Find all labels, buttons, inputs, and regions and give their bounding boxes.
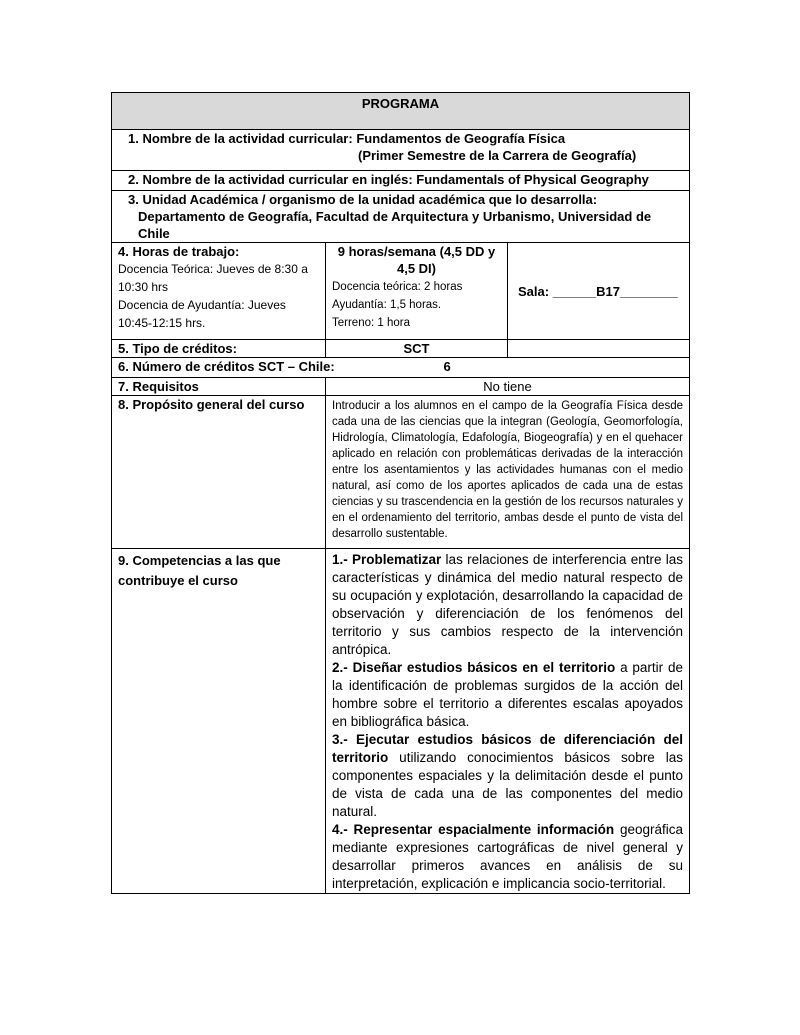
teorica-horas: Docencia teórica: 2 horas [332,281,463,293]
row-item9 [112,549,690,894]
sala-value: ______B17________ [552,283,678,299]
item6-value: 6 [443,359,451,374]
competencia-3: 3.- Ejecutar estudios básicos de diferenciación del territorio utilizando conocimientos básicos sobre las componentes espaciales y la delimitación desde el punto de vista de cada una de las componentes del medio natural. [332,732,683,819]
item3-label: 3. Unidad Académica / organismo de la unidad académica que lo desarrolla: [128,192,598,207]
row-item7 [112,378,690,396]
item7-value: No tiene [326,378,690,396]
horas-semana: 9 horas/semana (4,5 DD y 4,5 DI) [337,244,496,276]
item1-label: 1. Nombre de la actividad curricular: [128,131,353,146]
competencia-1: 1.- Problematizar las relaciones de interferencia entre las características y dinámica del medio natural respecto de su ocupación y explotación, desarrollando la capacidad de observación y diferenciación de los fenómenos del territorio y sus cambios respecto de la intervención antrópica. [332,552,683,657]
row-item6 [112,358,690,378]
item2-label: 2. Nombre de la actividad curricular en inglés: [128,172,413,187]
item2-value: Fundamentals of Physical Geography [416,172,649,187]
row-item1 [112,130,690,171]
row-item8 [112,396,690,549]
docencia-teorica: Docencia Teórica: Jueves de 8:30 a 10:30 hrs [118,262,308,294]
terreno-horas: Terreno: 1 hora [332,317,410,329]
ayudantia-horas: Ayudantía: 1,5 horas. [332,299,442,311]
item1-value: Fundamentos de Geografía Física [356,131,566,146]
item8-label: 8. Propósito general del curso [112,396,326,549]
competencia-2: 2.- Diseñar estudios básicos en el territorio a partir de la identificación de problemas surgidos de la acción del hombre sobre el territorio a diferentes escalas apoyados en bibliográfica básica. [332,660,683,729]
item5-value: SCT [326,340,508,358]
row-item4 [112,243,690,340]
program-header: PROGRAMA [112,93,690,130]
sala-label: Sala: [518,283,550,299]
item4-label: 4. Horas de trabajo: [118,244,240,259]
item5-label: 5. Tipo de créditos: [112,340,326,358]
row-item5 [112,340,690,358]
item1-value2: (Primer Semestre de la Carrera de Geografía) [358,148,637,163]
item7-label: 7. Requisitos [112,378,326,396]
row-item2 [112,171,690,191]
header-row [112,93,690,130]
item3-value: Departamento de Geografía, Facultad de Arquitectura y Urbanismo, Universidad de Chile [138,209,652,241]
item6-label: 6. Número de créditos SCT – Chile: [118,359,335,374]
item9-label: 9. Competencias a las que contribuye el curso [112,549,326,894]
row-item3 [112,191,690,243]
item8-value: Introducir a los alumnos en el campo de la Geografía Física desde cada una de las ciencias que la integran (Geología, Geomorfología, Hidrología, Climatología, Edafología, Biogeografía) y en el quehacer aplicado en relación con problemáticas derivadas de la interacción entre los asentamientos y las actividades humanas con el medio natural, así como de los aportes aplicados de cada una de estas ciencias y su trascendencia en la gestión de los recursos naturales y en el ordenamiento del territorio, ambas desde el punto de vista del desarrollo sustentable. [326,396,690,549]
competencia-4: 4.- Representar espacialmente información geográfica mediante expresiones cartográficas de nivel general y desarrollar primeros avances en análisis de su interpretación, explicación e implicancia socio-territorial. [332,822,683,891]
program-table [111,92,690,894]
docencia-ayudantia: Docencia de Ayudantía: Jueves 10:45-12:15 hrs. [118,298,286,330]
